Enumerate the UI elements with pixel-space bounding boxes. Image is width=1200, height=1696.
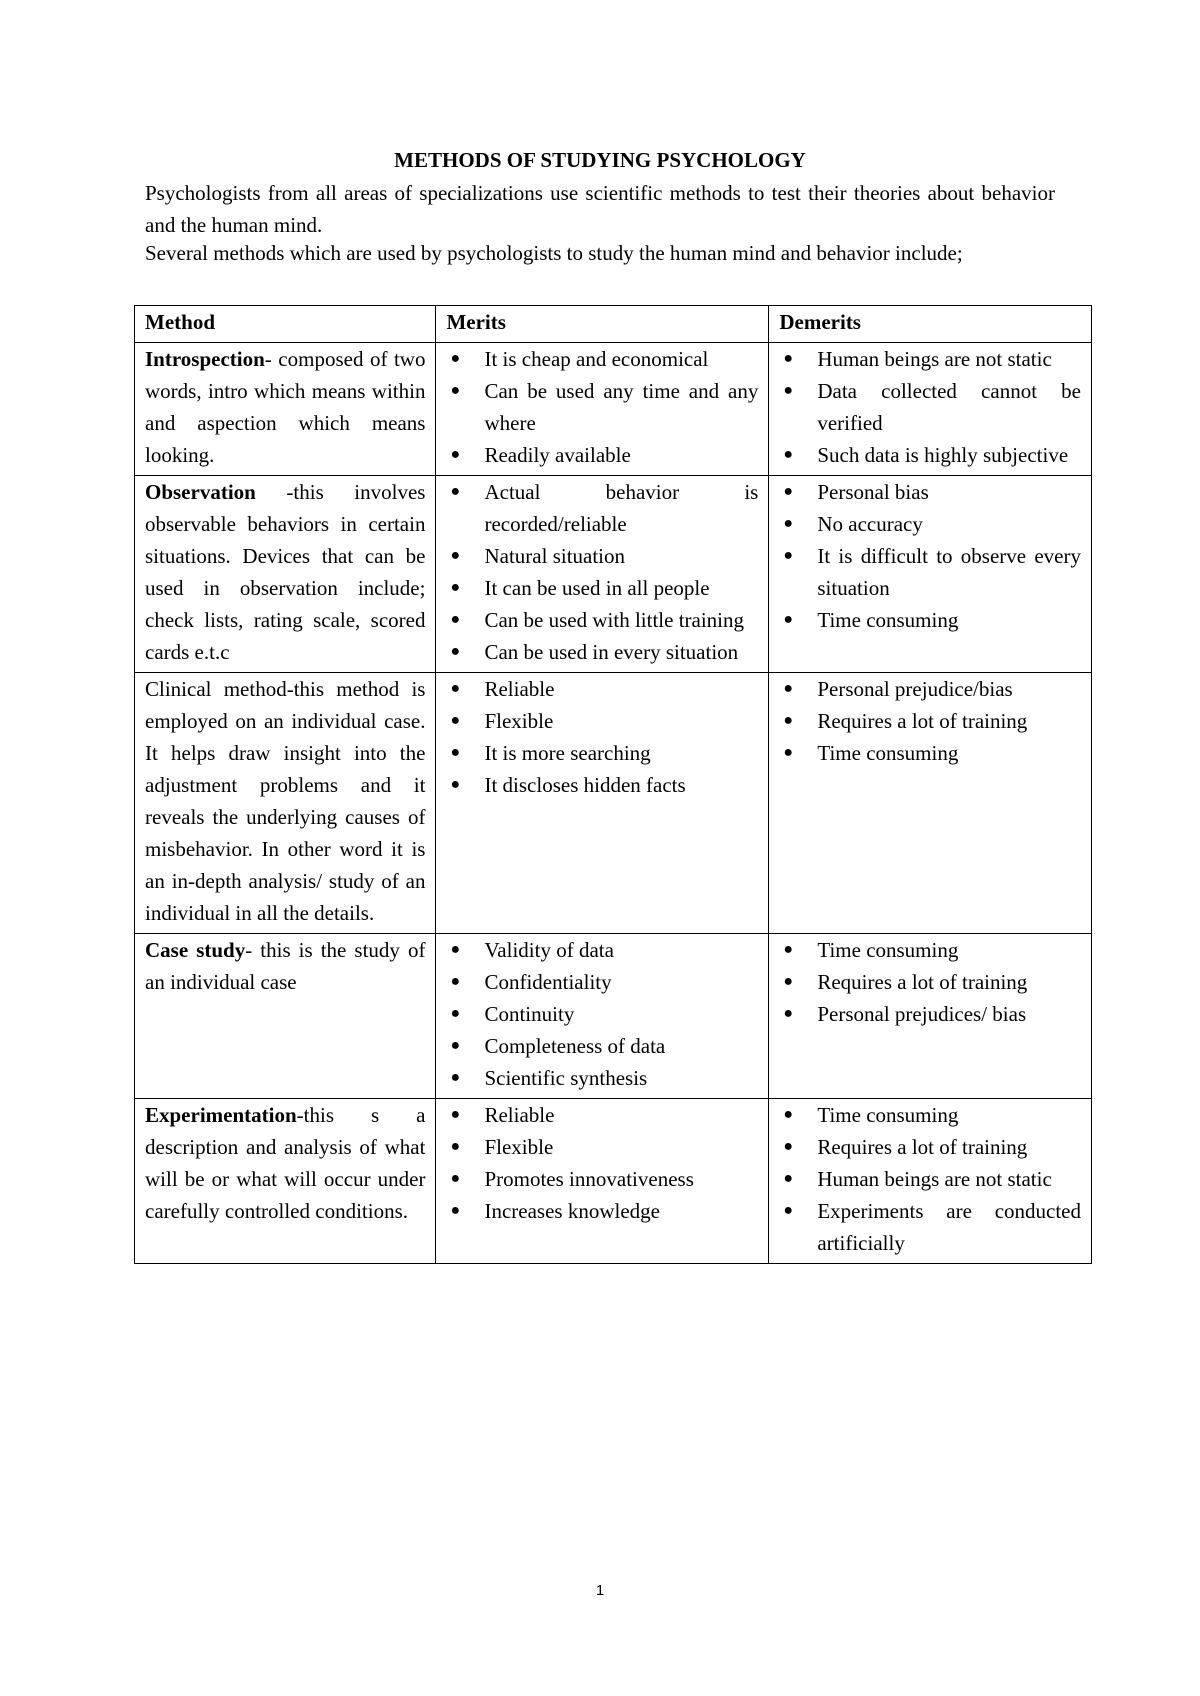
- method-term: Case study: [145, 938, 246, 962]
- bullet-icon: ●: [783, 712, 794, 729]
- list-item: [779, 604, 1081, 636]
- list-item-text: Human beings are not static: [817, 1167, 1052, 1191]
- bullet-icon: ●: [450, 680, 461, 697]
- bullet-icon: ●: [783, 547, 794, 564]
- list-item: [446, 540, 758, 572]
- merits-cell: [436, 1099, 769, 1264]
- method-term: Observation: [145, 480, 256, 504]
- demerits-list: [779, 934, 1081, 1030]
- demerits-cell: [769, 934, 1092, 1099]
- list-item: [446, 1062, 758, 1094]
- table-row: [135, 673, 1092, 934]
- list-item: [779, 439, 1081, 471]
- merits-cell: [436, 934, 769, 1099]
- method-description: Clinical method-this method is employed on an individual case. It helps draw insight into the adjustment problems and it reveals the underlying causes of misbehavior. In other word it is an in-depth analysis/ study of an individual in all the details.: [145, 677, 426, 925]
- intro-text-1: Psychologists from all areas of specializations use scientific methods to test their theories about behavior and the human mind.: [145, 181, 1055, 237]
- bullet-icon: ●: [783, 1138, 794, 1155]
- list-item-text: Personal prejudices/ bias: [817, 1002, 1027, 1026]
- intro-paragraph-2: [145, 237, 1055, 269]
- list-item-text: Continuity: [484, 1002, 575, 1026]
- bullet-icon: ●: [450, 643, 461, 660]
- list-item-text: Flexible: [484, 709, 554, 733]
- bullet-icon: ●: [450, 579, 461, 596]
- list-item-text: Can be used any time and any where: [484, 379, 759, 435]
- list-item-text: Natural situation: [484, 544, 626, 568]
- list-item: [446, 636, 758, 668]
- demerits-cell: [769, 476, 1092, 673]
- list-item: [779, 1099, 1081, 1131]
- merits-cell: [436, 673, 769, 934]
- bullet-icon: ●: [450, 712, 461, 729]
- list-item-text: Actual behavior is recorded/reliable: [484, 480, 759, 536]
- list-item-text: Completeness of data: [484, 1034, 666, 1058]
- bullet-icon: ●: [783, 680, 794, 697]
- list-item: [446, 572, 758, 604]
- list-item-text: It discloses hidden facts: [484, 773, 686, 797]
- methods-table: [134, 305, 1092, 1264]
- bullet-icon: ●: [450, 973, 461, 990]
- list-item: [779, 737, 1081, 769]
- list-item: [446, 705, 758, 737]
- list-item: [446, 439, 758, 471]
- table-row: [135, 1099, 1092, 1264]
- method-cell: [135, 476, 436, 673]
- list-item: [779, 508, 1081, 540]
- list-item: [446, 1163, 758, 1195]
- list-item-text: Time consuming: [817, 608, 959, 632]
- list-item: [446, 934, 758, 966]
- list-item: [779, 1131, 1081, 1163]
- bullet-icon: ●: [450, 483, 461, 500]
- list-item-text: Requires a lot of training: [817, 970, 1028, 994]
- bullet-icon: ●: [783, 973, 794, 990]
- list-item-text: No accuracy: [817, 512, 923, 536]
- list-item-text: Requires a lot of training: [817, 709, 1028, 733]
- bullet-icon: ●: [450, 1138, 461, 1155]
- bullet-icon: ●: [783, 350, 794, 367]
- bullet-icon: ●: [450, 941, 461, 958]
- demerits-list: [779, 476, 1081, 636]
- bullet-icon: ●: [450, 1005, 461, 1022]
- list-item: [446, 476, 758, 540]
- list-item-text: Increases knowledge: [484, 1199, 660, 1223]
- bullet-icon: ●: [450, 776, 461, 793]
- demerits-list: [779, 673, 1081, 769]
- bullet-icon: ●: [450, 1106, 461, 1123]
- list-item-text: Personal bias: [817, 480, 929, 504]
- method-description: - composed of two words, intro which means within and aspection which means looking.: [145, 347, 426, 467]
- method-description: -this involves observable behaviors in certain situations. Devices that can be used in observation include; check lists, rating scale, scored cards e.t.c: [145, 480, 426, 664]
- list-item: [446, 737, 758, 769]
- method-term: Experimentation: [145, 1103, 297, 1127]
- bullet-icon: ●: [783, 941, 794, 958]
- list-item: [446, 604, 758, 636]
- bullet-icon: ●: [783, 1170, 794, 1187]
- list-item: [446, 1099, 758, 1131]
- method-term: Introspection: [145, 347, 265, 371]
- bullet-icon: ●: [450, 744, 461, 761]
- list-item: [779, 540, 1081, 604]
- list-item-text: Such data is highly subjective: [817, 443, 1069, 467]
- list-item: [779, 1195, 1081, 1259]
- bullet-icon: ●: [783, 483, 794, 500]
- bullet-icon: ●: [450, 446, 461, 463]
- list-item-text: Validity of data: [484, 938, 614, 962]
- list-item: [779, 705, 1081, 737]
- bullet-icon: ●: [450, 1202, 461, 1219]
- header-demerits: Demerits: [769, 306, 1092, 343]
- bullet-icon: ●: [450, 382, 461, 399]
- method-description: - this is the study of an individual case: [145, 938, 426, 994]
- list-item-text: Can be used with little training: [484, 608, 745, 632]
- merits-list: [446, 476, 758, 668]
- list-item-text: Flexible: [484, 1135, 554, 1159]
- merits-list: [446, 343, 758, 471]
- list-item: [779, 476, 1081, 508]
- page-number: 1: [595, 1582, 605, 1599]
- list-item-text: Time consuming: [817, 1103, 959, 1127]
- demerits-list: [779, 1099, 1081, 1259]
- list-item: [779, 966, 1081, 998]
- merits-list: [446, 1099, 758, 1227]
- bullet-icon: ●: [783, 382, 794, 399]
- list-item-text: It can be used in all people: [484, 576, 710, 600]
- list-item-text: Can be used in every situation: [484, 640, 739, 664]
- bullet-icon: ●: [783, 611, 794, 628]
- list-item-text: Reliable: [484, 677, 555, 701]
- bullet-icon: ●: [450, 547, 461, 564]
- bullet-icon: ●: [450, 350, 461, 367]
- bullet-icon: ●: [783, 446, 794, 463]
- bullet-icon: ●: [450, 611, 461, 628]
- bullet-icon: ●: [783, 1106, 794, 1123]
- list-item: [446, 375, 758, 439]
- intro-paragraph-1: [145, 177, 1055, 241]
- list-item: [446, 966, 758, 998]
- bullet-icon: ●: [450, 1037, 461, 1054]
- bullet-icon: ●: [450, 1069, 461, 1086]
- intro-text-2: Several methods which are used by psychologists to study the human mind and behavior include;: [145, 241, 963, 265]
- list-item: [779, 1163, 1081, 1195]
- header-method: Method: [135, 306, 436, 343]
- list-item: [446, 1195, 758, 1227]
- table-row: [135, 343, 1092, 476]
- method-description: -this s a description and analysis of what will be or what will occur under carefully controlled conditions.: [145, 1103, 426, 1223]
- list-item: [779, 673, 1081, 705]
- list-item-text: Human beings are not static: [817, 347, 1052, 371]
- demerits-cell: [769, 1099, 1092, 1264]
- list-item-text: It is more searching: [484, 741, 651, 765]
- list-item: [446, 998, 758, 1030]
- merits-cell: [436, 343, 769, 476]
- list-item: [446, 343, 758, 375]
- bullet-icon: ●: [783, 515, 794, 532]
- list-item-text: Reliable: [484, 1103, 555, 1127]
- method-cell: [135, 343, 436, 476]
- list-item-text: Promotes innovativeness: [484, 1167, 694, 1191]
- merits-cell: [436, 476, 769, 673]
- table-body: [135, 343, 1092, 1264]
- list-item-text: Experiments are conducted artificially: [817, 1199, 1081, 1255]
- merits-list: [446, 673, 758, 801]
- list-item: [779, 934, 1081, 966]
- table-row: [135, 476, 1092, 673]
- demerits-cell: [769, 343, 1092, 476]
- list-item-text: Time consuming: [817, 741, 959, 765]
- list-item: [446, 673, 758, 705]
- list-item: [446, 1030, 758, 1062]
- list-item-text: Scientific synthesis: [484, 1066, 648, 1090]
- bullet-icon: ●: [783, 1005, 794, 1022]
- table-header-row: [135, 306, 1092, 343]
- demerits-cell: [769, 673, 1092, 934]
- demerits-list: [779, 343, 1081, 471]
- method-cell: [135, 1099, 436, 1264]
- bullet-icon: ●: [783, 744, 794, 761]
- method-cell: [135, 673, 436, 934]
- method-cell: [135, 934, 436, 1099]
- bullet-icon: ●: [450, 1170, 461, 1187]
- list-item-text: Data collected cannot be verified: [817, 379, 1081, 435]
- list-item-text: Personal prejudice/bias: [817, 677, 1013, 701]
- table-row: [135, 934, 1092, 1099]
- list-item-text: Confidentiality: [484, 970, 612, 994]
- list-item: [446, 769, 758, 801]
- page-title: METHODS OF STUDYING PSYCHOLOGY: [394, 148, 806, 172]
- header-merits: Merits: [436, 306, 769, 343]
- merits-list: [446, 934, 758, 1094]
- list-item: [779, 998, 1081, 1030]
- list-item: [779, 343, 1081, 375]
- list-item-text: It is cheap and economical: [484, 347, 709, 371]
- list-item-text: Time consuming: [817, 938, 959, 962]
- list-item: [446, 1131, 758, 1163]
- list-item-text: Readily available: [484, 443, 631, 467]
- list-item: [779, 375, 1081, 439]
- list-item-text: Requires a lot of training: [817, 1135, 1028, 1159]
- bullet-icon: ●: [783, 1202, 794, 1219]
- list-item-text: It is difficult to observe every situation: [817, 544, 1081, 600]
